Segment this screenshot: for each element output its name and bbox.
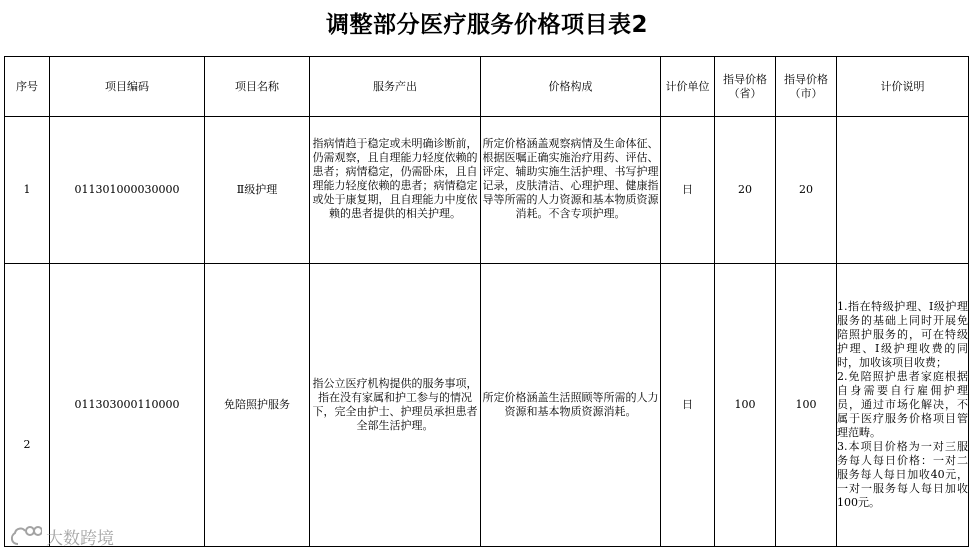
cell-composition: [481, 117, 661, 264]
cell-code: 011301000030000: [50, 117, 205, 264]
header-price-city-text: 指导价格（市）: [784, 72, 828, 100]
header-name: 项目名称: [205, 57, 310, 117]
cell-output: [310, 264, 481, 547]
header-price-province-text: 指导价格（省）: [723, 72, 767, 100]
header-unit: 计价单位: [661, 57, 715, 117]
cell-name: 免陪照护服务: [205, 264, 310, 547]
cell-seq: 2: [5, 264, 50, 547]
table-header-row: [5, 57, 969, 117]
header-composition: 价格构成: [481, 57, 661, 117]
header-price-province: [715, 57, 776, 117]
cell-unit: 日: [661, 264, 715, 547]
table-row: [5, 264, 969, 547]
cell-price-province: 20: [715, 117, 776, 264]
watermark: [8, 523, 114, 549]
cell-composition: [481, 264, 661, 547]
cell-price-city: 20: [776, 117, 837, 264]
header-price-city: [776, 57, 837, 117]
header-output: 服务产出: [310, 57, 481, 117]
page-title: 调整部分医疗服务价格项目表2: [325, 12, 648, 38]
cell-output: [310, 117, 481, 264]
price-table: [4, 56, 969, 547]
cell-price-province: 100: [715, 264, 776, 547]
header-seq: 序号: [5, 57, 50, 117]
header-note: 计价说明: [837, 57, 969, 117]
cell-seq: 1: [5, 117, 50, 264]
cell-name: Ⅱ级护理: [205, 117, 310, 264]
cell-note: [837, 117, 969, 264]
cell-unit: 日: [661, 117, 715, 264]
cell-output-text: 指病情趋于稳定或未明确诊断前，仍需观察，且自理能力轻度依赖的患者；病情稳定，仍需卧床，且自理能力轻度依赖的患者；病情稳定或处于康复期，且自理能力中度依赖的患者提供的相关护理。: [312, 137, 478, 220]
watermark-text: 大数跨境: [46, 528, 114, 549]
cell-note: [837, 264, 969, 547]
cell-code: 011303000110000: [50, 264, 205, 547]
logo-mark-icon: [8, 524, 42, 548]
cell-composition-text: 所定价格涵盖观察病情及生命体征、根据医嘱正确实施治疗用药、评估、评定、辅助实施生活护理、书写护理记录，皮肤清洁、心理护理、健康指导等所需的人力资源和基本物质资源消耗。不含专项护理。: [482, 137, 659, 220]
header-code: 项目编码: [50, 57, 205, 117]
cell-price-city: 100: [776, 264, 837, 547]
cell-note-text: 1.指在特级护理、I级护理服务的基础上同时开展免陪照护服务的，可在特级护理、I级护理收费的同时，加收该项目收费； 2.免陪照护患者家庭根据自身需要自行雇佣护理员，通过市场化解决，不属于医疗服务价格项目管理范畴。 3.本项目价格为一对三服务每人每日价格：一对二服务每人每日加收40元，一对一服务每人每日加收100元。: [837, 300, 968, 509]
cell-output-text: 指公立医疗机构提供的服务事项，指在没有家属和护工参与的情况下，完全由护士、护理员承担患者全部生活护理。: [312, 377, 478, 432]
table-row: [5, 117, 969, 264]
cell-composition-text: 所定价格涵盖生活照顾等所需的人力资源和基本物质资源消耗。: [482, 391, 659, 418]
